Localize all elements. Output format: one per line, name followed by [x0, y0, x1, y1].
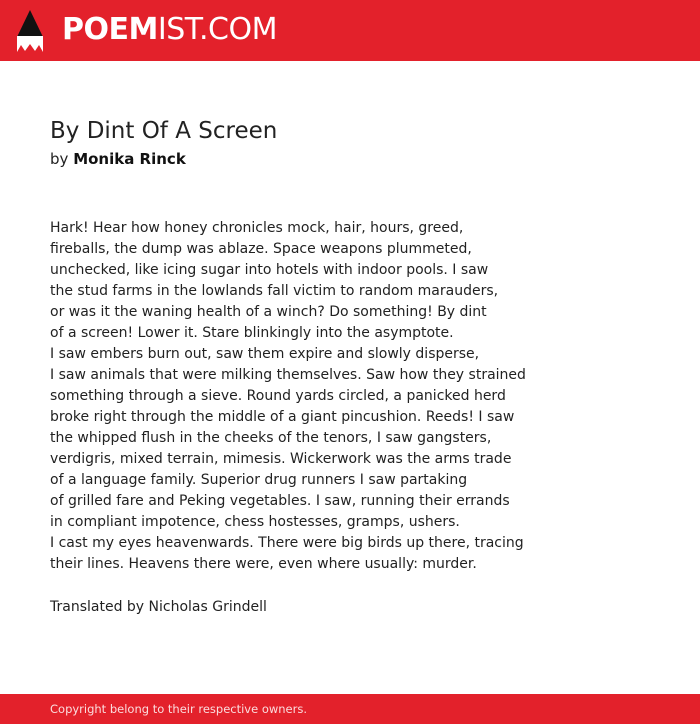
- pencil-icon[interactable]: [16, 9, 44, 53]
- by-prefix: by: [50, 150, 69, 168]
- poem-line: of a screen! Lower it. Stare blinkingly into the asymptote.: [50, 325, 454, 341]
- poem-title: By Dint Of A Screen: [50, 118, 278, 144]
- poem-byline: [50, 148, 186, 170]
- poem-line: Hark! Hear how honey chronicles mock, hair, hours, greed,: [50, 220, 464, 236]
- poem-line: I saw embers burn out, saw them expire and slowly disperse,: [50, 346, 480, 362]
- site-header: [0, 0, 700, 61]
- poem-line: their lines. Heavens there were, even where usually: murder.: [50, 556, 477, 572]
- logo-bold-text: POEM: [62, 12, 158, 47]
- poem-line: or was it the waning health of a winch? Do something! By dint: [50, 304, 487, 320]
- poem-line: of grilled fare and Peking vegetables. I saw, running their errands: [50, 493, 510, 509]
- poem-line: unchecked, like icing sugar into hotels with indoor pools. I saw: [50, 262, 489, 278]
- poem-line: I cast my eyes heavenwards. There were big birds up there, tracing: [50, 535, 524, 551]
- site-logo[interactable]: [62, 11, 277, 49]
- poem-line: broke right through the middle of a giant pincushion. Reeds! I saw: [50, 409, 515, 425]
- poem-line: I saw animals that were milking themselves. Saw how they strained: [50, 367, 526, 383]
- logo-light-text: IST.COM: [157, 12, 277, 47]
- copyright-notice: Copyright belong to their respective owners.: [50, 702, 308, 716]
- poem-line: fireballs, the dump was ablaze. Space weapons plummeted,: [50, 241, 472, 257]
- author-name[interactable]: Monika Rinck: [73, 150, 186, 168]
- poem-line: the whipped flush in the cheeks of the tenors, I saw gangsters,: [50, 430, 492, 446]
- poem-line: in compliant impotence, chess hostesses, gramps, ushers.: [50, 514, 460, 530]
- poem-line: of a language family. Superior drug runners I saw partaking: [50, 472, 468, 488]
- poem-line: the stud farms in the lowlands fall victim to random marauders,: [50, 283, 499, 299]
- poem-line: something through a sieve. Round yards circled, a panicked herd: [50, 388, 506, 404]
- site-footer: [0, 694, 700, 724]
- poem-body: [50, 218, 660, 575]
- poem-line: verdigris, mixed terrain, mimesis. Wickerwork was the arms trade: [50, 451, 512, 467]
- translator-credit: Translated by Nicholas Grindell: [50, 599, 267, 615]
